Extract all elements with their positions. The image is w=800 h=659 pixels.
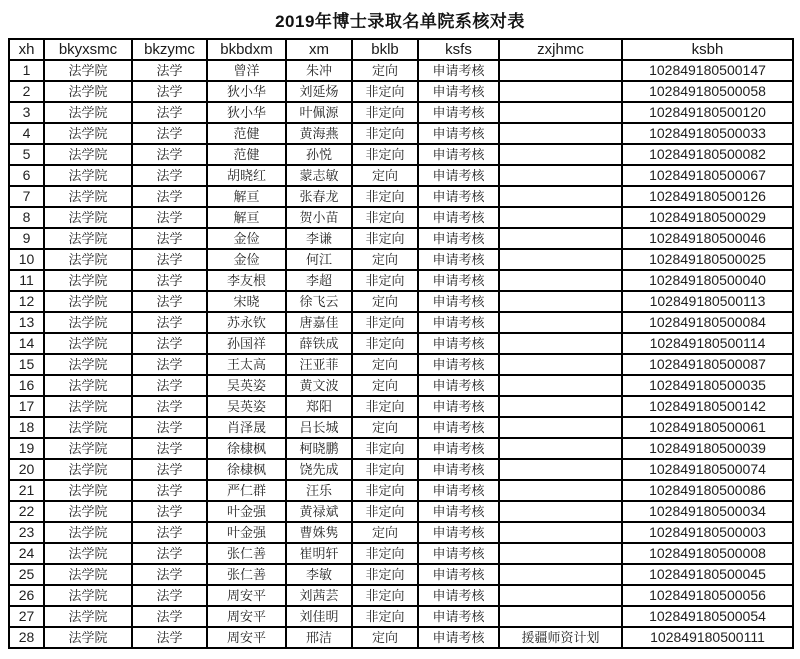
cell-bklb: 定向 (352, 354, 418, 375)
cell-bklb: 定向 (352, 249, 418, 270)
cell-ksbh: 102849180500025 (622, 249, 793, 270)
cell-zxjhmc (499, 564, 622, 585)
cell-zxjhmc (499, 228, 622, 249)
cell-bkyxsmc: 法学院 (44, 585, 132, 606)
cell-ksbh: 102849180500142 (622, 396, 793, 417)
cell-xh: 8 (9, 207, 44, 228)
cell-ksbh: 102849180500086 (622, 480, 793, 501)
cell-bkyxsmc: 法学院 (44, 312, 132, 333)
cell-bkyxsmc: 法学院 (44, 417, 132, 438)
cell-xm: 李敏 (286, 564, 352, 585)
cell-xm: 朱冲 (286, 60, 352, 81)
cell-bkbdxm: 张仁善 (207, 543, 286, 564)
cell-bkyxsmc: 法学院 (44, 333, 132, 354)
cell-bkyxsmc: 法学院 (44, 144, 132, 165)
cell-bkyxsmc: 法学院 (44, 291, 132, 312)
cell-bkyxsmc: 法学院 (44, 627, 132, 648)
cell-ksbh: 102849180500113 (622, 291, 793, 312)
cell-zxjhmc (499, 333, 622, 354)
cell-ksbh: 102849180500120 (622, 102, 793, 123)
cell-ksbh: 102849180500056 (622, 585, 793, 606)
cell-ksbh: 102849180500074 (622, 459, 793, 480)
cell-ksbh: 102849180500082 (622, 144, 793, 165)
table-row (9, 123, 793, 144)
cell-bkbdxm: 范健 (207, 144, 286, 165)
cell-xm: 薛铁成 (286, 333, 352, 354)
cell-bkzymc: 法学 (132, 459, 207, 480)
cell-zxjhmc (499, 60, 622, 81)
cell-xh: 2 (9, 81, 44, 102)
cell-bkyxsmc: 法学院 (44, 543, 132, 564)
cell-bkzymc: 法学 (132, 291, 207, 312)
cell-zxjhmc: 援疆师资计划 (499, 627, 622, 648)
cell-ksbh: 102849180500084 (622, 312, 793, 333)
table-row (9, 312, 793, 333)
cell-xm: 刘佳明 (286, 606, 352, 627)
cell-xh: 25 (9, 564, 44, 585)
cell-ksfs: 申请考核 (418, 228, 499, 249)
cell-bkyxsmc: 法学院 (44, 606, 132, 627)
cell-ksbh: 102849180500035 (622, 375, 793, 396)
cell-bkzymc: 法学 (132, 270, 207, 291)
cell-xm: 叶佩源 (286, 102, 352, 123)
cell-bkyxsmc: 法学院 (44, 375, 132, 396)
cell-bkbdxm: 狄小华 (207, 81, 286, 102)
cell-ksfs: 申请考核 (418, 606, 499, 627)
cell-ksfs: 申请考核 (418, 627, 499, 648)
cell-bklb: 非定向 (352, 186, 418, 207)
cell-bkyxsmc: 法学院 (44, 480, 132, 501)
cell-bkyxsmc: 法学院 (44, 249, 132, 270)
table-row (9, 396, 793, 417)
cell-xh: 24 (9, 543, 44, 564)
cell-bklb: 非定向 (352, 543, 418, 564)
cell-xm: 刘延炀 (286, 81, 352, 102)
cell-xm: 饶先成 (286, 459, 352, 480)
cell-ksbh: 102849180500147 (622, 60, 793, 81)
cell-ksbh: 102849180500046 (622, 228, 793, 249)
cell-bklb: 定向 (352, 375, 418, 396)
column-header-ksbh: ksbh (622, 39, 793, 60)
cell-bkzymc: 法学 (132, 144, 207, 165)
column-header-bkzymc: bkzymc (132, 39, 207, 60)
cell-bkzymc: 法学 (132, 165, 207, 186)
table-row (9, 102, 793, 123)
cell-bkyxsmc: 法学院 (44, 438, 132, 459)
cell-xh: 5 (9, 144, 44, 165)
cell-zxjhmc (499, 606, 622, 627)
cell-zxjhmc (499, 81, 622, 102)
cell-xh: 28 (9, 627, 44, 648)
cell-xh: 26 (9, 585, 44, 606)
cell-ksfs: 申请考核 (418, 207, 499, 228)
cell-ksbh: 102849180500114 (622, 333, 793, 354)
cell-bkzymc: 法学 (132, 501, 207, 522)
cell-bkzymc: 法学 (132, 396, 207, 417)
table-row (9, 585, 793, 606)
cell-zxjhmc (499, 249, 622, 270)
cell-bkbdxm: 金俭 (207, 249, 286, 270)
cell-bkyxsmc: 法学院 (44, 354, 132, 375)
cell-xh: 1 (9, 60, 44, 81)
cell-xh: 11 (9, 270, 44, 291)
cell-zxjhmc (499, 375, 622, 396)
cell-xh: 7 (9, 186, 44, 207)
cell-ksfs: 申请考核 (418, 354, 499, 375)
cell-zxjhmc (499, 186, 622, 207)
cell-bkbdxm: 曾洋 (207, 60, 286, 81)
table-row (9, 249, 793, 270)
cell-xh: 17 (9, 396, 44, 417)
cell-zxjhmc (499, 480, 622, 501)
cell-bkbdxm: 王太高 (207, 354, 286, 375)
cell-xm: 郑阳 (286, 396, 352, 417)
cell-bkzymc: 法学 (132, 333, 207, 354)
cell-zxjhmc (499, 123, 622, 144)
cell-ksbh: 102849180500058 (622, 81, 793, 102)
table-row (9, 207, 793, 228)
cell-bkzymc: 法学 (132, 123, 207, 144)
cell-xh: 18 (9, 417, 44, 438)
cell-xm: 黄禄斌 (286, 501, 352, 522)
cell-bkbdxm: 金俭 (207, 228, 286, 249)
cell-xm: 李超 (286, 270, 352, 291)
cell-bkbdxm: 徐棣枫 (207, 459, 286, 480)
cell-ksbh: 102849180500126 (622, 186, 793, 207)
cell-xm: 贺小苗 (286, 207, 352, 228)
cell-bkbdxm: 周安平 (207, 606, 286, 627)
table-row (9, 417, 793, 438)
cell-bkyxsmc: 法学院 (44, 228, 132, 249)
cell-xh: 6 (9, 165, 44, 186)
cell-bklb: 定向 (352, 627, 418, 648)
cell-ksfs: 申请考核 (418, 333, 499, 354)
cell-zxjhmc (499, 585, 622, 606)
cell-bkzymc: 法学 (132, 522, 207, 543)
cell-bklb: 非定向 (352, 207, 418, 228)
cell-xh: 4 (9, 123, 44, 144)
column-header-bklb: bklb (352, 39, 418, 60)
cell-bklb: 定向 (352, 522, 418, 543)
cell-bklb: 非定向 (352, 270, 418, 291)
cell-xh: 3 (9, 102, 44, 123)
cell-xh: 15 (9, 354, 44, 375)
cell-xm: 孙悦 (286, 144, 352, 165)
cell-zxjhmc (499, 501, 622, 522)
cell-bklb: 非定向 (352, 144, 418, 165)
cell-zxjhmc (499, 438, 622, 459)
cell-zxjhmc (499, 312, 622, 333)
cell-xm: 张春龙 (286, 186, 352, 207)
cell-bklb: 定向 (352, 165, 418, 186)
cell-xm: 李谦 (286, 228, 352, 249)
cell-xm: 汪亚菲 (286, 354, 352, 375)
cell-bklb: 非定向 (352, 438, 418, 459)
cell-xm: 汪乐 (286, 480, 352, 501)
cell-xh: 19 (9, 438, 44, 459)
cell-ksbh: 102849180500054 (622, 606, 793, 627)
verification-table (8, 38, 794, 649)
cell-ksbh: 102849180500061 (622, 417, 793, 438)
table-row (9, 228, 793, 249)
cell-bkyxsmc: 法学院 (44, 522, 132, 543)
cell-ksbh: 102849180500029 (622, 207, 793, 228)
cell-bkbdxm: 狄小华 (207, 102, 286, 123)
cell-zxjhmc (499, 522, 622, 543)
header-row (9, 39, 793, 60)
cell-bkyxsmc: 法学院 (44, 207, 132, 228)
cell-bkyxsmc: 法学院 (44, 60, 132, 81)
cell-zxjhmc (499, 270, 622, 291)
cell-ksfs: 申请考核 (418, 543, 499, 564)
cell-xh: 12 (9, 291, 44, 312)
cell-bkbdxm: 孙国祥 (207, 333, 286, 354)
cell-bkbdxm: 肖泽晟 (207, 417, 286, 438)
cell-bkzymc: 法学 (132, 249, 207, 270)
table-row (9, 144, 793, 165)
cell-bklb: 非定向 (352, 501, 418, 522)
cell-ksbh: 102849180500039 (622, 438, 793, 459)
cell-bklb: 非定向 (352, 396, 418, 417)
cell-ksfs: 申请考核 (418, 564, 499, 585)
table-body (9, 60, 793, 648)
cell-bkyxsmc: 法学院 (44, 102, 132, 123)
cell-ksfs: 申请考核 (418, 270, 499, 291)
cell-zxjhmc (499, 543, 622, 564)
cell-zxjhmc (499, 291, 622, 312)
cell-ksfs: 申请考核 (418, 417, 499, 438)
cell-bkyxsmc: 法学院 (44, 564, 132, 585)
table-row (9, 459, 793, 480)
cell-ksfs: 申请考核 (418, 501, 499, 522)
cell-bkbdxm: 范健 (207, 123, 286, 144)
cell-bkbdxm: 严仁群 (207, 480, 286, 501)
cell-bkzymc: 法学 (132, 354, 207, 375)
cell-bkzymc: 法学 (132, 102, 207, 123)
cell-xm: 黄文波 (286, 375, 352, 396)
cell-bklb: 非定向 (352, 480, 418, 501)
cell-bkzymc: 法学 (132, 543, 207, 564)
cell-bkbdxm: 张仁善 (207, 564, 286, 585)
cell-xm: 黄海燕 (286, 123, 352, 144)
cell-bkbdxm: 解亘 (207, 207, 286, 228)
cell-bkbdxm: 吴英姿 (207, 396, 286, 417)
cell-ksfs: 申请考核 (418, 480, 499, 501)
cell-bkzymc: 法学 (132, 81, 207, 102)
cell-bkzymc: 法学 (132, 564, 207, 585)
cell-bkzymc: 法学 (132, 438, 207, 459)
cell-bkbdxm: 叶金强 (207, 501, 286, 522)
cell-zxjhmc (499, 459, 622, 480)
table-row (9, 270, 793, 291)
cell-bklb: 定向 (352, 417, 418, 438)
table-row (9, 522, 793, 543)
table-row (9, 501, 793, 522)
cell-zxjhmc (499, 102, 622, 123)
cell-ksbh: 102849180500045 (622, 564, 793, 585)
cell-bkyxsmc: 法学院 (44, 270, 132, 291)
page-title: 2019年博士录取名单院系核对表 (275, 12, 525, 31)
cell-ksbh: 102849180500040 (622, 270, 793, 291)
cell-bkbdxm: 周安平 (207, 627, 286, 648)
table-row (9, 606, 793, 627)
cell-ksfs: 申请考核 (418, 396, 499, 417)
cell-bklb: 非定向 (352, 123, 418, 144)
cell-bkyxsmc: 法学院 (44, 165, 132, 186)
cell-bkbdxm: 叶金强 (207, 522, 286, 543)
cell-bkbdxm: 周安平 (207, 585, 286, 606)
cell-xm: 曹姝隽 (286, 522, 352, 543)
cell-bkzymc: 法学 (132, 186, 207, 207)
cell-zxjhmc (499, 165, 622, 186)
cell-ksfs: 申请考核 (418, 291, 499, 312)
cell-bkbdxm: 李友根 (207, 270, 286, 291)
cell-zxjhmc (499, 354, 622, 375)
cell-ksfs: 申请考核 (418, 438, 499, 459)
cell-bkbdxm: 胡晓红 (207, 165, 286, 186)
cell-bkyxsmc: 法学院 (44, 123, 132, 144)
cell-ksfs: 申请考核 (418, 60, 499, 81)
cell-bkbdxm: 徐棣枫 (207, 438, 286, 459)
column-header-ksfs: ksfs (418, 39, 499, 60)
cell-bklb: 非定向 (352, 102, 418, 123)
cell-bkbdxm: 苏永钦 (207, 312, 286, 333)
cell-ksfs: 申请考核 (418, 81, 499, 102)
cell-ksfs: 申请考核 (418, 144, 499, 165)
cell-bkzymc: 法学 (132, 627, 207, 648)
cell-ksbh: 102849180500067 (622, 165, 793, 186)
cell-ksfs: 申请考核 (418, 375, 499, 396)
cell-xm: 吕长城 (286, 417, 352, 438)
cell-xm: 柯晓鹏 (286, 438, 352, 459)
table-row (9, 81, 793, 102)
cell-xh: 22 (9, 501, 44, 522)
cell-bklb: 非定向 (352, 228, 418, 249)
cell-ksfs: 申请考核 (418, 585, 499, 606)
column-header-zxjhmc: zxjhmc (499, 39, 622, 60)
cell-bklb: 非定向 (352, 333, 418, 354)
cell-bklb: 非定向 (352, 585, 418, 606)
cell-bkyxsmc: 法学院 (44, 81, 132, 102)
cell-bkzymc: 法学 (132, 480, 207, 501)
cell-xh: 9 (9, 228, 44, 249)
cell-ksbh: 102849180500003 (622, 522, 793, 543)
table-row (9, 60, 793, 81)
cell-ksfs: 申请考核 (418, 102, 499, 123)
cell-bklb: 非定向 (352, 459, 418, 480)
cell-ksfs: 申请考核 (418, 186, 499, 207)
cell-bkzymc: 法学 (132, 228, 207, 249)
cell-xm: 崔明轩 (286, 543, 352, 564)
table-row (9, 543, 793, 564)
cell-bkzymc: 法学 (132, 60, 207, 81)
cell-bkyxsmc: 法学院 (44, 459, 132, 480)
cell-bkzymc: 法学 (132, 606, 207, 627)
cell-xh: 16 (9, 375, 44, 396)
table-row (9, 375, 793, 396)
cell-ksbh: 102849180500033 (622, 123, 793, 144)
cell-bkbdxm: 宋晓 (207, 291, 286, 312)
cell-bkzymc: 法学 (132, 585, 207, 606)
cell-xm: 唐嘉佳 (286, 312, 352, 333)
cell-xm: 蒙志敏 (286, 165, 352, 186)
cell-bkyxsmc: 法学院 (44, 396, 132, 417)
table-row (9, 291, 793, 312)
column-header-bkyxsmc: bkyxsmc (44, 39, 132, 60)
cell-ksfs: 申请考核 (418, 459, 499, 480)
cell-ksfs: 申请考核 (418, 165, 499, 186)
cell-xm: 何江 (286, 249, 352, 270)
table-row (9, 480, 793, 501)
cell-ksbh: 102849180500087 (622, 354, 793, 375)
cell-ksfs: 申请考核 (418, 522, 499, 543)
cell-xm: 徐飞云 (286, 291, 352, 312)
table-row (9, 627, 793, 648)
table-row (9, 438, 793, 459)
cell-zxjhmc (499, 417, 622, 438)
cell-bkzymc: 法学 (132, 207, 207, 228)
cell-xm: 邢洁 (286, 627, 352, 648)
table-row (9, 564, 793, 585)
cell-bklb: 定向 (352, 60, 418, 81)
cell-ksfs: 申请考核 (418, 249, 499, 270)
cell-bklb: 非定向 (352, 606, 418, 627)
cell-ksbh: 102849180500008 (622, 543, 793, 564)
cell-bklb: 非定向 (352, 312, 418, 333)
cell-ksbh: 102849180500111 (622, 627, 793, 648)
cell-xh: 14 (9, 333, 44, 354)
table-row (9, 333, 793, 354)
table-row (9, 354, 793, 375)
cell-bkyxsmc: 法学院 (44, 501, 132, 522)
cell-zxjhmc (499, 207, 622, 228)
table-row (9, 165, 793, 186)
cell-bklb: 定向 (352, 291, 418, 312)
cell-xh: 13 (9, 312, 44, 333)
cell-xh: 21 (9, 480, 44, 501)
cell-bkzymc: 法学 (132, 312, 207, 333)
cell-xm: 刘茜芸 (286, 585, 352, 606)
column-header-xm: xm (286, 39, 352, 60)
column-header-bkbdxm: bkbdxm (207, 39, 286, 60)
column-header-xh: xh (9, 39, 44, 60)
cell-xh: 20 (9, 459, 44, 480)
cell-bkzymc: 法学 (132, 375, 207, 396)
cell-bklb: 非定向 (352, 564, 418, 585)
table-row (9, 186, 793, 207)
cell-ksfs: 申请考核 (418, 123, 499, 144)
cell-xh: 23 (9, 522, 44, 543)
cell-zxjhmc (499, 144, 622, 165)
cell-bkbdxm: 吴英姿 (207, 375, 286, 396)
cell-bkzymc: 法学 (132, 417, 207, 438)
cell-ksbh: 102849180500034 (622, 501, 793, 522)
cell-ksfs: 申请考核 (418, 312, 499, 333)
cell-bkyxsmc: 法学院 (44, 186, 132, 207)
cell-bkbdxm: 解亘 (207, 186, 286, 207)
cell-xh: 10 (9, 249, 44, 270)
cell-xh: 27 (9, 606, 44, 627)
cell-zxjhmc (499, 396, 622, 417)
cell-bklb: 非定向 (352, 81, 418, 102)
